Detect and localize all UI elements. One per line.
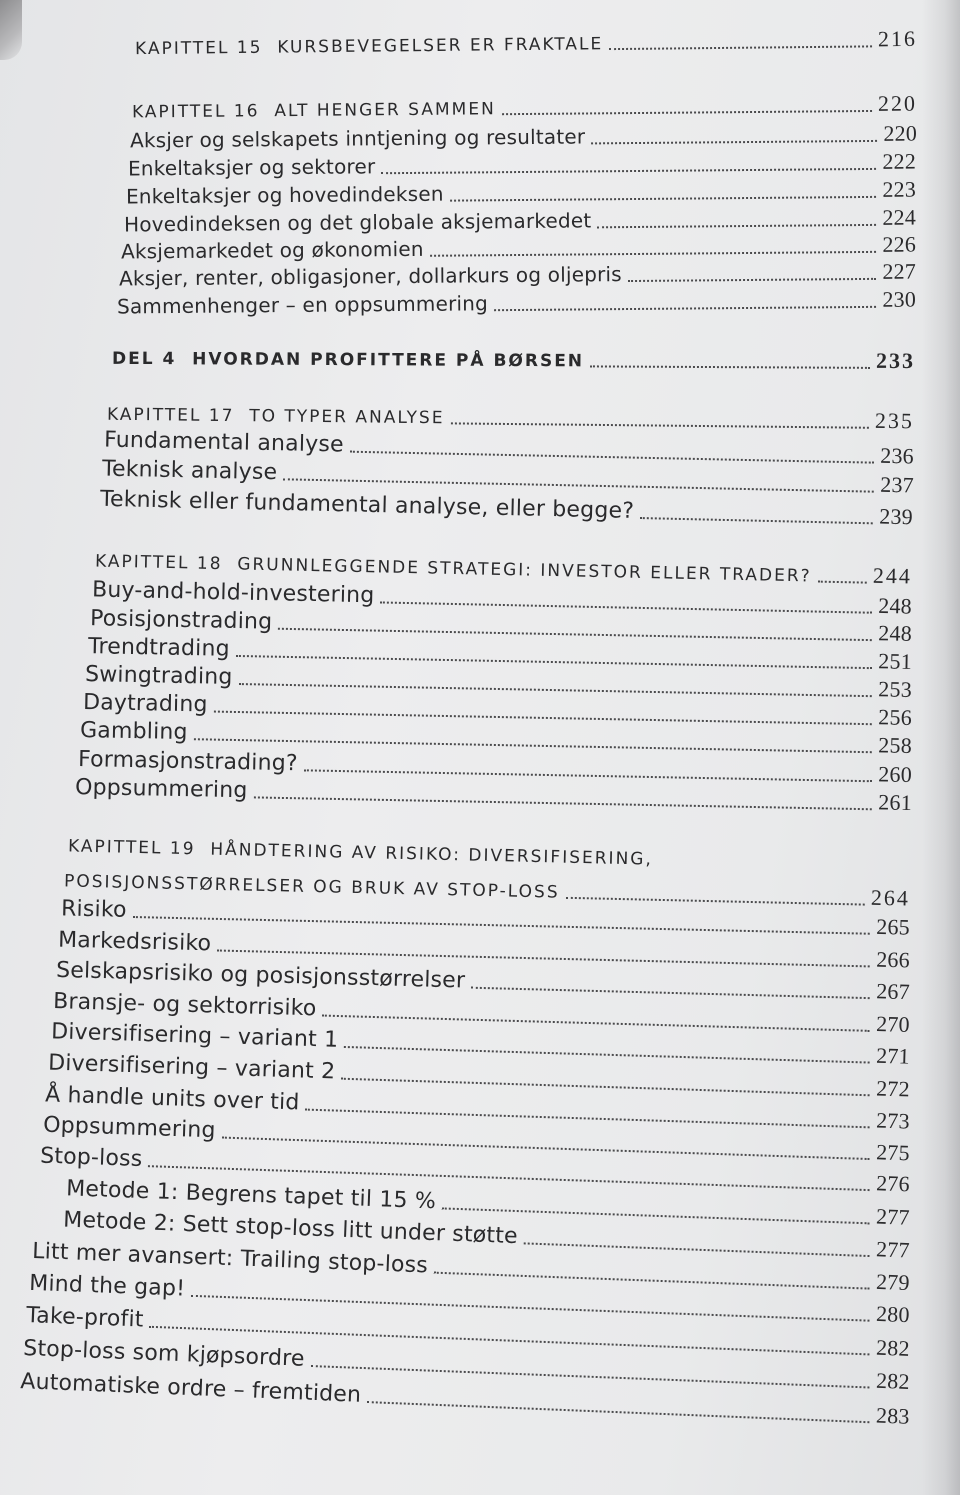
page-edge-shadow (922, 0, 960, 1495)
page-number: 264 (870, 884, 911, 911)
chapter-title: TO TYPER ANALYSE (249, 406, 445, 429)
entry-title: Automatiske ordre – fremtiden (19, 1369, 362, 1408)
page-number: 220 (883, 120, 918, 146)
leader-dots (591, 138, 877, 144)
entry-title: Mind the gap! (28, 1270, 186, 1302)
entry-title: Enkeltaksjer og hovedindeksen (125, 181, 444, 209)
leader-dots (565, 895, 864, 906)
page-number: 265 (876, 913, 911, 940)
entry-title: Bransje- og sektorrisiko (52, 989, 317, 1022)
page-number: 271 (875, 1042, 911, 1069)
entry-title: Aksjemarkedet og økonomien (120, 236, 424, 264)
page-number: 273 (875, 1107, 911, 1134)
leader-dots (253, 794, 872, 810)
page-number: 260 (878, 761, 913, 788)
entry-title: Fundamental analyse (103, 427, 345, 458)
part-label: DEL 4 (111, 348, 177, 370)
leader-dots (381, 166, 876, 174)
page-number: 233 (875, 347, 916, 374)
leader-dots (502, 108, 872, 115)
leader-dots (430, 249, 877, 257)
page-number: 256 (878, 704, 913, 730)
page-number: 239 (879, 503, 914, 530)
entry-title: Metode 1: Begrens tapet til 15 % (65, 1176, 437, 1215)
page-number: 258 (878, 732, 913, 758)
page-number: 248 (878, 620, 913, 646)
entry-title: Risiko (60, 896, 127, 923)
toc-chapter-19-line1 (68, 836, 653, 869)
page-corner-shadow (0, 0, 22, 60)
page-number: 283 (875, 1402, 911, 1429)
page-number: 224 (882, 204, 917, 230)
entry-title: Stop-loss som kjøpsordre (22, 1335, 306, 1372)
chapter-label: KAPITTEL 17 (106, 404, 235, 427)
leader-dots (471, 985, 870, 999)
entry-title: Aksjer og selskapets inntjening og resultater (129, 124, 586, 153)
entry-title: Take-profit (25, 1303, 145, 1333)
toc-part-4 (112, 342, 915, 376)
page-number: 226 (882, 231, 917, 257)
page-number: 244 (872, 562, 913, 589)
entry-title: Buy-and-hold-investering (91, 577, 375, 609)
leader-dots (590, 363, 870, 368)
entry-title: Sammenhenger – en oppsummering (116, 291, 489, 319)
leader-dots (450, 420, 868, 428)
leader-dots (524, 1240, 870, 1257)
entry-title: Gambling (79, 718, 188, 746)
page-number: 275 (875, 1139, 911, 1166)
page-number: 270 (875, 1011, 911, 1037)
part-title: HVORDAN PROFITTERE PÅ BØRSEN (192, 349, 585, 372)
leader-dots (640, 515, 873, 524)
page-number: 279 (875, 1268, 911, 1296)
page-number: 280 (875, 1300, 911, 1328)
leader-dots (494, 304, 876, 311)
entry-title: Stop-loss (39, 1143, 143, 1172)
chapter-label: KAPITTEL 15 (134, 37, 263, 60)
page-number: 220 (877, 90, 918, 116)
chapter-title: GRUNNLEGGENDE STRATEGI: INVESTOR ELLER TRADER? (237, 554, 812, 587)
page-number: 251 (878, 648, 913, 674)
page-number: 237 (880, 471, 915, 498)
toc-entry (117, 285, 916, 322)
page-number: 253 (878, 676, 913, 702)
page-number: 266 (875, 946, 911, 973)
page-number: 277 (875, 1203, 911, 1230)
entry-title: Oppsummering (42, 1112, 217, 1144)
page-number: 223 (882, 176, 917, 202)
page-number: 230 (882, 286, 917, 312)
entry-title: Swingtrading (84, 662, 233, 690)
chapter-title: KURSBEVEGELSER ER FRAKTALE (277, 34, 604, 58)
entry-title: Formasjonstrading? (77, 746, 299, 777)
page-number: 282 (875, 1334, 911, 1361)
entry-title: Litt mer avansert: Trailing stop-loss (31, 1238, 429, 1279)
page-number: 236 (880, 442, 915, 469)
leader-dots (609, 43, 872, 50)
leader-dots (628, 276, 877, 282)
page-number: 267 (875, 978, 911, 1005)
entry-title: Hovedindeksen og det globale aksjemarkedet (123, 208, 592, 237)
chapter-title-line1: HÅNDTERING AV RISIKO: DIVERSIFISERING, (210, 839, 654, 870)
chapter-label: KAPITTEL 19 (67, 836, 196, 860)
entry-title: Markedsrisiko (57, 927, 212, 957)
page-number: 248 (878, 592, 913, 619)
leader-dots (818, 579, 867, 584)
toc-chapter-15 (135, 24, 917, 62)
entry-title: Metode 2: Sett stop-loss litt under støtte (62, 1207, 519, 1250)
entry-title: Daytrading (82, 690, 208, 718)
page-number: 282 (875, 1367, 911, 1395)
page-number: 261 (878, 789, 913, 816)
page-number: 272 (875, 1075, 911, 1102)
chapter-title-line2: POSISJONSSTØRRELSER OG BRUK AV STOP-LOSS (63, 871, 560, 903)
entry-title: Aksjer, renter, obligasjoner, dollarkurs og oljepris (118, 262, 622, 291)
entry-title: Enkeltaksjer og sektorer (127, 154, 376, 181)
page-number: 276 (875, 1170, 911, 1197)
entry-title: Å handle units over tid (44, 1082, 300, 1116)
page-number: 227 (882, 258, 917, 284)
entry-title: Selskapsrisiko og posisjonsstørrelser (55, 957, 466, 994)
entry-title: Posisjonstrading (89, 606, 273, 635)
entry-title: Teknisk analyse (101, 456, 278, 486)
leader-dots (367, 1399, 870, 1423)
leader-dots (597, 222, 876, 228)
entry-title: Diversifisering – variant 2 (47, 1050, 336, 1085)
leader-dots (450, 194, 877, 202)
page-number: 222 (882, 148, 917, 174)
chapter-label: KAPITTEL 16 (131, 101, 260, 123)
chapter-title: ALT HENGER SAMMEN (274, 99, 496, 122)
entry-title: Teknisk eller fundamental analyse, eller begge? (99, 486, 635, 524)
chapter-label: KAPITTEL 18 (94, 551, 223, 575)
page-number: 277 (875, 1236, 911, 1263)
entry-title: Diversifisering – variant 1 (50, 1019, 339, 1053)
entry-title: Trendtrading (87, 634, 231, 662)
entry-title: Oppsummering (74, 774, 248, 804)
page-number: 235 (874, 407, 915, 434)
page-number: 216 (877, 25, 918, 52)
